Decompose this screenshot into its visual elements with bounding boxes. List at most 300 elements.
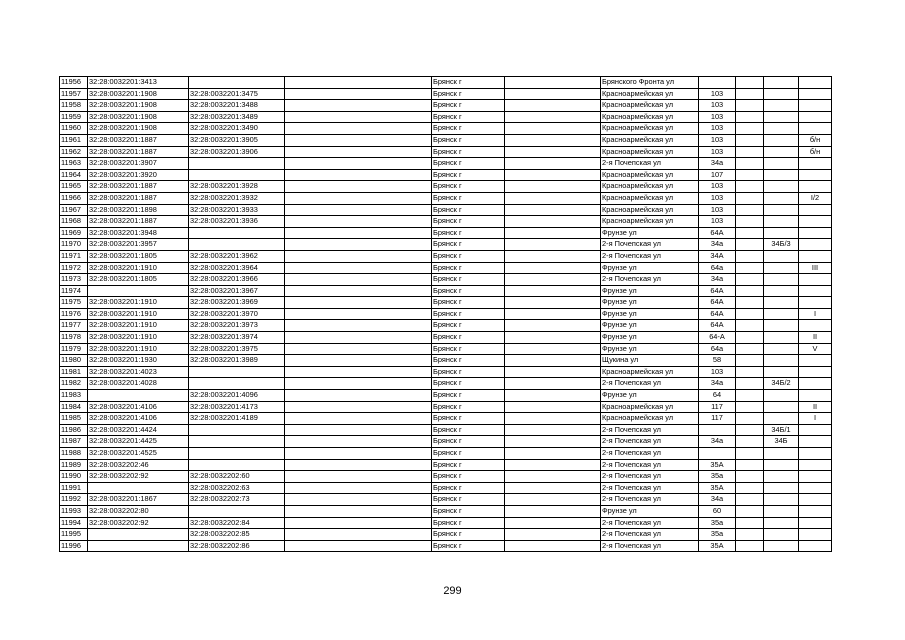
empty-cell [505,216,601,228]
cadastral-number-cell: 32:28:0032201:3948 [88,227,189,239]
street-cell: 2-я Почепская ул [601,482,699,494]
liter-cell [799,366,832,378]
house-number-cell: 34а [699,494,736,506]
building-cadastral-number-cell: 32:28:0032202:73 [189,494,285,506]
city-cell: Брянск г [432,158,505,170]
building-cadastral-number-cell: 32:28:0032201:4189 [189,413,285,425]
building-cadastral-number-cell: 32:28:0032201:3905 [189,134,285,146]
table-row [60,192,832,204]
liter-cell: V [799,343,832,355]
table-row [60,297,832,309]
empty-cell [505,250,601,262]
liter-cell: II [799,401,832,413]
building-cadastral-number-cell: 32:28:0032201:3966 [189,274,285,286]
empty-cell [736,517,764,529]
table-row [60,471,832,483]
liter-cell [799,123,832,135]
empty-cell [505,169,601,181]
house-number-cell [699,424,736,436]
building-corpus-cell [764,332,799,344]
empty-cell [505,88,601,100]
street-cell: Фрунзе ул [601,285,699,297]
empty-cell [285,297,432,309]
building-cadastral-number-cell: 32:28:0032202:84 [189,517,285,529]
empty-cell [285,494,432,506]
table-row [60,308,832,320]
empty-cell [505,227,601,239]
empty-cell [736,134,764,146]
building-cadastral-number-cell: 32:28:0032201:3489 [189,111,285,123]
cadastral-number-cell [88,482,189,494]
record-number-cell: 11956 [60,77,88,89]
city-cell: Брянск г [432,192,505,204]
record-number-cell: 11980 [60,355,88,367]
cadastral-number-cell: 32:28:0032201:1887 [88,134,189,146]
table-row [60,250,832,262]
empty-cell [505,459,601,471]
record-number-cell: 11968 [60,216,88,228]
table-row [60,181,832,193]
empty-cell [285,204,432,216]
empty-cell [736,100,764,112]
page-number: 299 [443,585,462,597]
building-corpus-cell [764,77,799,89]
liter-cell: II [799,332,832,344]
building-corpus-cell [764,471,799,483]
building-cadastral-number-cell [189,158,285,170]
house-number-cell: 103 [699,134,736,146]
city-cell: Брянск г [432,146,505,158]
cadastral-number-cell: 32:28:0032201:4106 [88,413,189,425]
street-cell: 2-я Почепская ул [601,529,699,541]
cadastral-number-cell: 32:28:0032201:1805 [88,250,189,262]
empty-cell [285,181,432,193]
street-cell: Фрунзе ул [601,297,699,309]
empty-cell [285,88,432,100]
empty-cell [285,123,432,135]
empty-cell [505,285,601,297]
street-cell: 2-я Почепская ул [601,158,699,170]
building-cadastral-number-cell: 32:28:0032201:3967 [189,285,285,297]
street-cell: 2-я Почепская ул [601,274,699,286]
empty-cell [285,274,432,286]
city-cell: Брянск г [432,181,505,193]
cadastral-number-cell [88,390,189,402]
city-cell: Брянск г [432,401,505,413]
street-cell: Красноармейская ул [601,401,699,413]
house-number-cell: 35А [699,540,736,552]
city-cell: Брянск г [432,77,505,89]
record-number-cell: 11967 [60,204,88,216]
building-corpus-cell [764,390,799,402]
empty-cell [505,436,601,448]
liter-cell [799,100,832,112]
house-number-cell: 35а [699,517,736,529]
house-number-cell [699,77,736,89]
building-corpus-cell [764,401,799,413]
building-corpus-cell [764,482,799,494]
house-number-cell: 103 [699,216,736,228]
liter-cell: III [799,262,832,274]
street-cell: 2-я Почепская ул [601,494,699,506]
building-corpus-cell: 34Б/3 [764,239,799,251]
table-row [60,111,832,123]
empty-cell [736,366,764,378]
street-cell: 2-я Почепская ул [601,436,699,448]
building-corpus-cell [764,540,799,552]
record-number-cell: 11958 [60,100,88,112]
table-row [60,158,832,170]
house-number-cell: 103 [699,123,736,135]
street-cell: Красноармейская ул [601,111,699,123]
street-cell: Красноармейская ул [601,192,699,204]
city-cell: Брянск г [432,239,505,251]
record-number-cell: 11979 [60,343,88,355]
empty-cell [505,158,601,170]
record-number-cell: 11989 [60,459,88,471]
city-cell: Брянск г [432,517,505,529]
building-corpus-cell [764,88,799,100]
record-number-cell: 11996 [60,540,88,552]
city-cell: Брянск г [432,482,505,494]
building-corpus-cell [764,297,799,309]
building-cadastral-number-cell: 32:28:0032201:3933 [189,204,285,216]
house-number-cell: 35А [699,459,736,471]
street-cell: Фрунзе ул [601,320,699,332]
liter-cell [799,227,832,239]
table-row [60,482,832,494]
building-cadastral-number-cell: 32:28:0032201:3973 [189,320,285,332]
record-number-cell: 11994 [60,517,88,529]
building-corpus-cell [764,181,799,193]
city-cell: Брянск г [432,250,505,262]
empty-cell [736,169,764,181]
building-cadastral-number-cell: 32:28:0032202:86 [189,540,285,552]
table-row [60,540,832,552]
liter-cell [799,390,832,402]
empty-cell [285,77,432,89]
liter-cell: б/н [799,134,832,146]
table-row [60,494,832,506]
empty-cell [505,343,601,355]
table-row [60,320,832,332]
building-cadastral-number-cell [189,424,285,436]
house-number-cell: 60 [699,505,736,517]
empty-cell [736,401,764,413]
liter-cell [799,285,832,297]
empty-cell [285,227,432,239]
cadastral-number-cell: 32:28:0032201:1887 [88,181,189,193]
city-cell: Брянск г [432,216,505,228]
empty-cell [285,262,432,274]
empty-cell [285,390,432,402]
street-cell: Красноармейская ул [601,123,699,135]
cadastral-number-cell: 32:28:0032201:4028 [88,378,189,390]
table-row [60,262,832,274]
liter-cell [799,482,832,494]
empty-cell [505,448,601,460]
city-cell: Брянск г [432,332,505,344]
liter-cell [799,250,832,262]
house-number-cell: 103 [699,146,736,158]
record-number-cell: 11984 [60,401,88,413]
empty-cell [505,274,601,286]
cadastral-number-cell: 32:28:0032202:92 [88,471,189,483]
empty-cell [285,111,432,123]
empty-cell [736,436,764,448]
liter-cell [799,88,832,100]
empty-cell [285,401,432,413]
liter-cell [799,77,832,89]
street-cell: Красноармейская ул [601,204,699,216]
registry-table-body [60,77,832,552]
building-cadastral-number-cell: 32:28:0032202:60 [189,471,285,483]
empty-cell [505,320,601,332]
house-number-cell: 64А [699,308,736,320]
building-cadastral-number-cell [189,227,285,239]
empty-cell [736,529,764,541]
record-number-cell: 11975 [60,297,88,309]
city-cell: Брянск г [432,448,505,460]
empty-cell [505,529,601,541]
table-row [60,517,832,529]
building-cadastral-number-cell: 32:28:0032201:4096 [189,390,285,402]
liter-cell [799,424,832,436]
building-cadastral-number-cell: 32:28:0032201:3962 [189,250,285,262]
empty-cell [285,482,432,494]
building-corpus-cell [764,216,799,228]
empty-cell [285,216,432,228]
empty-cell [285,517,432,529]
table-row [60,413,832,425]
street-cell: Щукина ул [601,355,699,367]
liter-cell [799,158,832,170]
empty-cell [736,308,764,320]
building-cadastral-number-cell [189,378,285,390]
house-number-cell: 35а [699,529,736,541]
record-number-cell: 11963 [60,158,88,170]
house-number-cell: 64А [699,227,736,239]
building-cadastral-number-cell: 32:28:0032201:3970 [189,308,285,320]
empty-cell [285,378,432,390]
empty-cell [285,100,432,112]
cadastral-number-cell [88,529,189,541]
table-row [60,366,832,378]
empty-cell [736,88,764,100]
cadastral-number-cell: 32:28:0032201:1867 [88,494,189,506]
empty-cell [736,471,764,483]
building-corpus-cell [764,158,799,170]
cadastral-number-cell: 32:28:0032201:1908 [88,111,189,123]
city-cell: Брянск г [432,134,505,146]
empty-cell [736,262,764,274]
house-number-cell: 64-А [699,332,736,344]
street-cell: 2-я Почепская ул [601,471,699,483]
liter-cell [799,540,832,552]
building-corpus-cell [764,320,799,332]
empty-cell [736,459,764,471]
house-number-cell: 117 [699,401,736,413]
table-row [60,88,832,100]
building-corpus-cell [764,494,799,506]
building-corpus-cell [764,250,799,262]
cadastral-number-cell: 32:28:0032201:4106 [88,401,189,413]
building-corpus-cell [764,343,799,355]
empty-cell [736,77,764,89]
house-number-cell: 64А [699,320,736,332]
empty-cell [505,390,601,402]
record-number-cell: 11991 [60,482,88,494]
record-number-cell: 11990 [60,471,88,483]
table-row [60,459,832,471]
record-number-cell: 11986 [60,424,88,436]
house-number-cell: 34а [699,158,736,170]
table-row [60,332,832,344]
empty-cell [736,250,764,262]
city-cell: Брянск г [432,227,505,239]
empty-cell [505,332,601,344]
record-number-cell: 11985 [60,413,88,425]
liter-cell [799,111,832,123]
record-number-cell: 11988 [60,448,88,460]
cadastral-number-cell: 32:28:0032201:1908 [88,123,189,135]
building-corpus-cell [764,111,799,123]
house-number-cell: 64А [699,285,736,297]
empty-cell [285,192,432,204]
city-cell: Брянск г [432,459,505,471]
empty-cell [505,471,601,483]
empty-cell [285,448,432,460]
house-number-cell: 64А [699,297,736,309]
cadastral-number-cell: 32:28:0032201:1910 [88,320,189,332]
cadastral-number-cell: 32:28:0032201:4023 [88,366,189,378]
building-corpus-cell [764,204,799,216]
empty-cell [505,77,601,89]
empty-cell [505,146,601,158]
street-cell: 2-я Почепская ул [601,250,699,262]
house-number-cell: 103 [699,111,736,123]
table-row [60,227,832,239]
empty-cell [505,100,601,112]
empty-cell [505,262,601,274]
record-number-cell: 11962 [60,146,88,158]
house-number-cell: 103 [699,88,736,100]
record-number-cell: 11993 [60,505,88,517]
street-cell: 2-я Почепская ул [601,378,699,390]
building-corpus-cell [764,100,799,112]
empty-cell [285,250,432,262]
empty-cell [736,505,764,517]
house-number-cell: 34а [699,436,736,448]
street-cell: Фрунзе ул [601,308,699,320]
cadastral-number-cell: 32:28:0032202:46 [88,459,189,471]
house-number-cell: 103 [699,204,736,216]
empty-cell [736,332,764,344]
liter-cell [799,239,832,251]
building-corpus-cell: 34Б/2 [764,378,799,390]
table-row [60,448,832,460]
house-number-cell: 117 [699,413,736,425]
table-row [60,123,832,135]
building-cadastral-number-cell: 32:28:0032201:4173 [189,401,285,413]
building-cadastral-number-cell: 32:28:0032201:3964 [189,262,285,274]
building-corpus-cell [764,227,799,239]
building-corpus-cell [764,146,799,158]
table-row [60,401,832,413]
empty-cell [285,285,432,297]
house-number-cell: 34а [699,378,736,390]
building-corpus-cell [764,529,799,541]
record-number-cell: 11974 [60,285,88,297]
empty-cell [736,378,764,390]
cadastral-number-cell: 32:28:0032202:80 [88,505,189,517]
table-row [60,424,832,436]
empty-cell [285,146,432,158]
house-number-cell: 64а [699,262,736,274]
liter-cell: I [799,308,832,320]
building-cadastral-number-cell: 32:28:0032201:3475 [189,88,285,100]
building-cadastral-number-cell: 32:28:0032202:63 [189,482,285,494]
street-cell: Фрунзе ул [601,343,699,355]
city-cell: Брянск г [432,297,505,309]
building-cadastral-number-cell: 32:28:0032201:3969 [189,297,285,309]
table-row [60,274,832,286]
street-cell: Брянского Фронта ул [601,77,699,89]
empty-cell [736,146,764,158]
city-cell: Брянск г [432,471,505,483]
building-corpus-cell [764,192,799,204]
building-cadastral-number-cell [189,77,285,89]
building-corpus-cell [764,413,799,425]
cadastral-number-cell: 32:28:0032201:3920 [88,169,189,181]
liter-cell: б/н [799,146,832,158]
record-number-cell: 11977 [60,320,88,332]
record-number-cell: 11965 [60,181,88,193]
empty-cell [736,297,764,309]
table-row [60,239,832,251]
table-row [60,529,832,541]
liter-cell: I/2 [799,192,832,204]
empty-cell [285,424,432,436]
house-number-cell: 103 [699,192,736,204]
cadastral-number-cell: 32:28:0032201:1887 [88,146,189,158]
empty-cell [285,320,432,332]
cadastral-number-cell: 32:28:0032201:1908 [88,88,189,100]
record-number-cell: 11981 [60,366,88,378]
building-cadastral-number-cell [189,448,285,460]
building-corpus-cell [764,308,799,320]
city-cell: Брянск г [432,505,505,517]
empty-cell [505,355,601,367]
empty-cell [505,308,601,320]
empty-cell [736,239,764,251]
empty-cell [736,158,764,170]
city-cell: Брянск г [432,540,505,552]
house-number-cell: 34А [699,250,736,262]
record-number-cell: 11992 [60,494,88,506]
house-number-cell: 103 [699,366,736,378]
table-row [60,343,832,355]
empty-cell [285,459,432,471]
liter-cell [799,274,832,286]
street-cell: Красноармейская ул [601,146,699,158]
cadastral-number-cell: 32:28:0032201:1910 [88,297,189,309]
cadastral-number-cell: 32:28:0032201:3957 [88,239,189,251]
liter-cell [799,529,832,541]
empty-cell [736,355,764,367]
city-cell: Брянск г [432,436,505,448]
empty-cell [505,134,601,146]
